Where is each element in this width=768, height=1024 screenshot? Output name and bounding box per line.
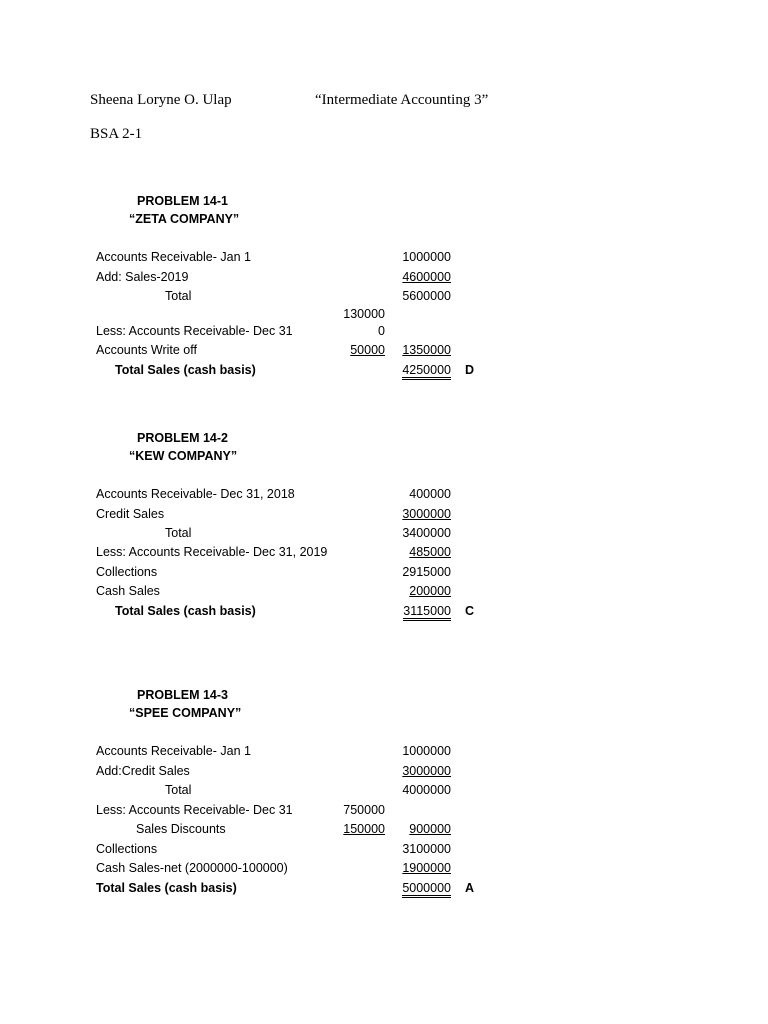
mid-value: 130000 <box>343 307 385 321</box>
problem-title: PROBLEM 14-2 <box>137 431 228 445</box>
row-value: 3400000 <box>402 526 451 540</box>
row-value <box>391 342 451 358</box>
row-value: 3100000 <box>402 842 451 856</box>
row-label: Add:Credit Sales <box>96 764 190 778</box>
mid-value <box>325 342 385 358</box>
row-value: 1000000 <box>402 250 451 264</box>
row-value: 5600000 <box>402 289 451 303</box>
value-text: 3000000 <box>402 764 451 778</box>
row-label: Collections <box>96 565 158 579</box>
row-label: Collections <box>96 842 158 856</box>
total-label: Total Sales (cash basis) <box>115 604 256 618</box>
row-label: Accounts Receivable- Jan 1 <box>96 744 251 758</box>
row-value <box>391 860 451 876</box>
value-text: 200000 <box>409 584 451 598</box>
value-text: 1350000 <box>402 343 451 357</box>
problem-title: PROBLEM 14-1 <box>137 194 228 208</box>
company-name: “SPEE COMPANY” <box>129 706 242 720</box>
company-name: “KEW COMPANY” <box>129 449 238 463</box>
row-value: 400000 <box>409 487 451 501</box>
row-label: Accounts Receivable- Dec 31, 2018 <box>96 487 295 501</box>
value-text: 3000000 <box>402 507 451 521</box>
row-label: Cash Sales-net (2000000-100000) <box>96 861 288 875</box>
value-text: 4250000 <box>402 363 451 380</box>
row-label: Total <box>165 526 192 540</box>
row-label: Sales Discounts <box>136 822 226 836</box>
course-title: “Intermediate Accounting 3” <box>315 92 489 108</box>
row-value: 1000000 <box>402 744 451 758</box>
row-value <box>391 544 451 560</box>
row-label: Cash Sales <box>96 584 160 598</box>
row-label: Less: Accounts Receivable- Dec 31, 2019 <box>96 545 328 559</box>
author-name: Sheena Loryne O. Ulap <box>90 92 232 108</box>
problem-title: PROBLEM 14-3 <box>137 688 228 702</box>
value-text: 485000 <box>409 545 451 559</box>
row-label: Less: Accounts Receivable- Dec 31 <box>96 324 293 338</box>
answer-letter: C <box>465 604 475 618</box>
row-label: Accounts Receivable- Jan 1 <box>96 250 251 264</box>
row-label: Credit Sales <box>96 507 165 521</box>
row-value <box>391 583 451 599</box>
row-value <box>391 821 451 837</box>
row-label: Total <box>165 783 192 797</box>
row-label: Less: Accounts Receivable- Dec 31 <box>96 803 293 817</box>
section-label: BSA 2-1 <box>90 126 143 142</box>
answer-letter: A <box>465 881 475 895</box>
total-value <box>391 880 451 896</box>
total-value <box>391 362 451 378</box>
total-label: Total Sales (cash basis) <box>115 363 256 377</box>
row-value <box>391 269 451 285</box>
total-value <box>391 603 451 619</box>
value-text: 4600000 <box>402 270 451 284</box>
row-value <box>391 763 451 779</box>
value-text: 150000 <box>343 822 385 836</box>
row-label: Accounts Write off <box>96 343 197 357</box>
answer-letter: D <box>465 363 475 377</box>
value-text: 3115000 <box>403 604 451 621</box>
row-value: 2915000 <box>402 565 451 579</box>
row-value: 4000000 <box>402 783 451 797</box>
row-value <box>391 506 451 522</box>
row-label: Add: Sales-2019 <box>96 270 189 284</box>
value-text: 900000 <box>409 822 451 836</box>
row-label: Total <box>165 289 192 303</box>
value-text: 50000 <box>350 343 385 357</box>
mid-value: 750000 <box>343 803 385 817</box>
mid-value: 0 <box>378 324 385 338</box>
company-name: “ZETA COMPANY” <box>129 212 240 226</box>
total-label: Total Sales (cash basis) <box>96 881 237 895</box>
mid-value <box>325 821 385 837</box>
value-text: 5000000 <box>402 881 451 898</box>
value-text: 1900000 <box>402 861 451 875</box>
